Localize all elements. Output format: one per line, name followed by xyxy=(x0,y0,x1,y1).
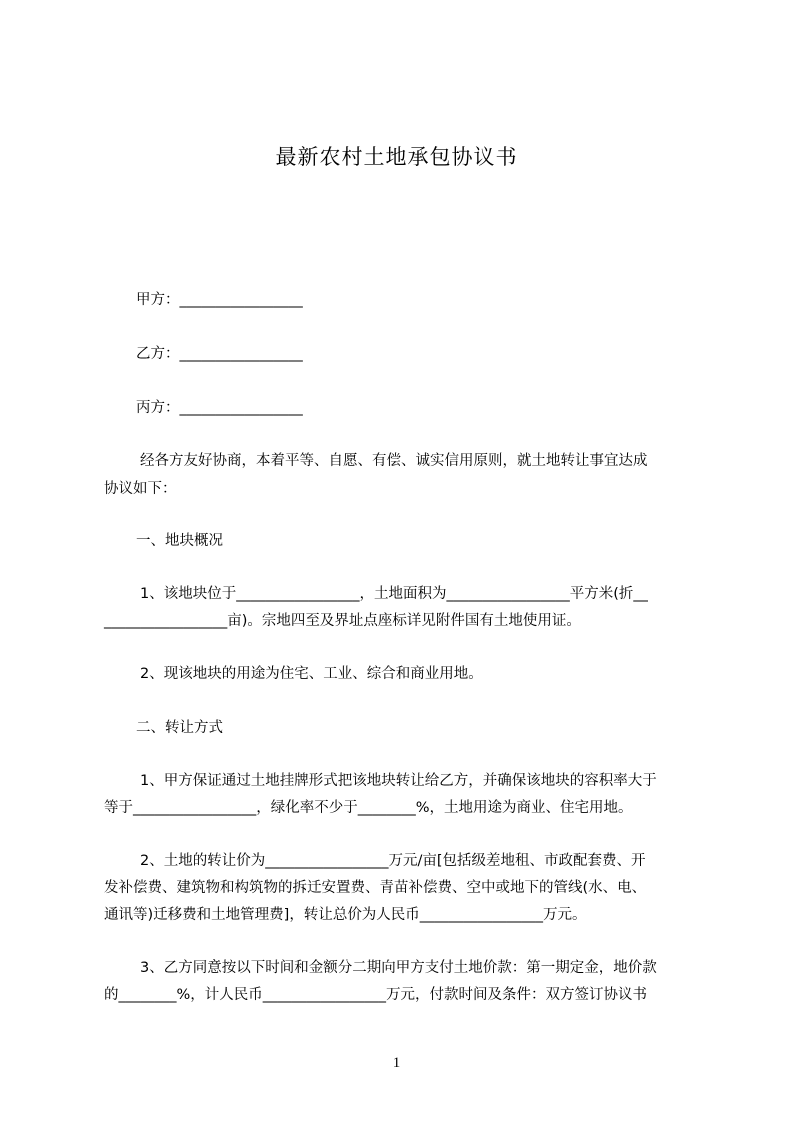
clause-1-2: 2、现该地块的用途为住宅、工业、综合和商业用地。 xyxy=(140,666,483,682)
clause-2-1-line-1: 1、甲方保证通过土地挂牌形式把该地块转让给乙方，并确保该地块的容积率大于 xyxy=(140,773,657,789)
clause-2-3-line-1: 3、乙方同意按以下时间和金额分二期向甲方支付土地价款：第一期定金，地价款 xyxy=(140,960,657,976)
section-heading-1: 一、地块概况 xyxy=(136,533,223,549)
clause-2-2-line-2: 发补偿费、建筑物和构筑物的拆迁安置费、青苗补偿费、空中或地下的管线(水、电、 xyxy=(104,880,647,896)
clause-1-1-line-2: _________________亩)。宗地四至及界址点座标详见附件国有土地使用证。 xyxy=(104,613,581,629)
clause-2-3-line-2: 的________%，计人民币_________________万元，付款时间及条件：双方签订协议书 xyxy=(104,987,648,1003)
clause-2-2-line-3: 通讯等)迁移费和土地管理费]，转让总价为人民币_________________万元。 xyxy=(104,907,587,923)
document-title: 最新农村土地承包协议书 xyxy=(275,145,518,169)
party-b-line: 乙方：_________________ xyxy=(136,346,303,362)
party-a-line: 甲方：_________________ xyxy=(136,292,303,308)
page-number: 1 xyxy=(392,1055,401,1071)
section-heading-2: 二、转让方式 xyxy=(136,720,223,736)
clause-2-2-line-1: 2、土地的转让价为_________________万元/亩[包括级差地租、市政配套费、开 xyxy=(140,853,646,869)
intro-paragraph-line-2: 协议如下： xyxy=(104,481,177,497)
intro-paragraph-line-1: 经各方友好协商，本着平等、自愿、有偿、诚实信用原则，就土地转让事宜达成 xyxy=(140,453,648,469)
party-c-line: 丙方：_________________ xyxy=(136,400,303,416)
clause-1-1-line-1: 1、该地块位于_________________，土地面积为_________________平方米(折__ xyxy=(140,586,648,602)
clause-2-1-line-2: 等于_________________，绿化率不少于________%，土地用途为商业、住宅用地。 xyxy=(104,800,633,816)
